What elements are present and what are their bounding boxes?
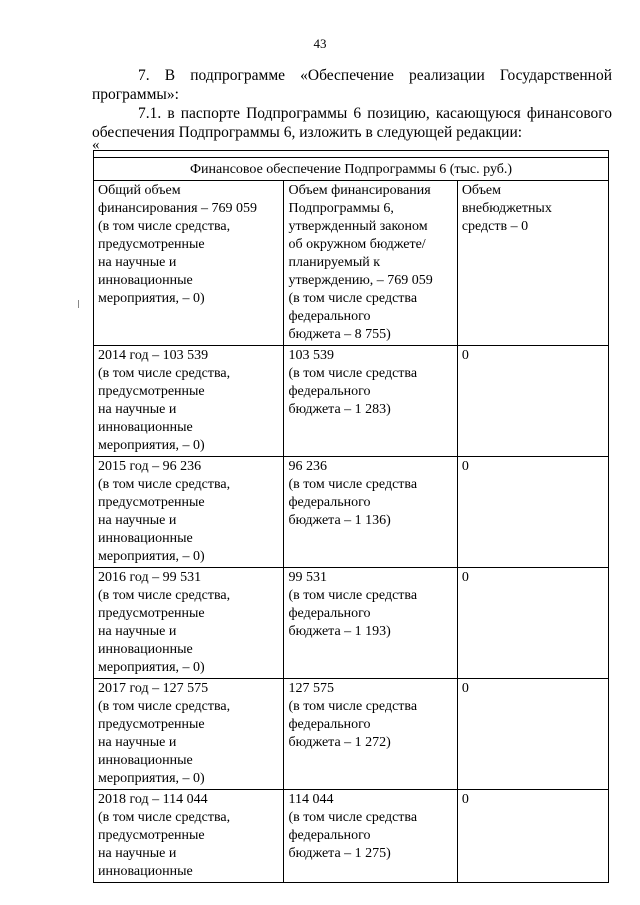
table-row [94,568,609,679]
table-caption-row [94,158,609,181]
cell-line: 0 [461,681,469,696]
cell-line: мероприятия, – 0) [98,549,205,564]
cell-line: (в том числе средства, [98,219,231,234]
year-total-cell [94,346,284,457]
cell-line: инновационные [98,642,193,657]
cell-line: Подпрограммы 6, [288,201,394,216]
year-total-cell [94,568,284,679]
cell-line: бюджета – 8 755) [288,327,391,342]
cell-line: (в том числе средства, [98,366,231,381]
header-extrabudget-cell [457,181,608,346]
cell-line: Объем финансирования [288,183,431,198]
cell-line: федерального [288,309,371,324]
year-budget-cell [284,679,457,790]
cell-line: 103 539 [288,348,334,363]
cell-line: 0 [461,348,469,363]
cell-line: средств – 0 [461,219,529,234]
cell-line: инновационные [98,753,193,768]
cell-line: бюджета – 1 136) [288,513,391,528]
table-header-row [94,181,609,346]
cell-line: 0 [461,570,469,585]
cell-line: 99 531 [288,570,327,585]
cell-line: предусмотренные [98,606,205,621]
table-row [94,679,609,790]
cell-line: на научные и [98,624,177,639]
cell-line: предусмотренные [98,495,205,510]
year-budget-cell [284,568,457,679]
cell-line: предусмотренные [98,717,205,732]
header-total-cell [94,181,284,346]
cell-line: инновационные [98,864,193,879]
year-budget-cell [284,790,457,883]
cell-line: (в том числе средства, [98,699,231,714]
opening-quote-mark: « [92,137,100,153]
cell-line: инновационные [98,531,193,546]
paragraph-section-7-text: 7. В подпрограмме «Обеспечение реализации Государственной программы»: [92,67,612,103]
cell-line: мероприятия, – 0) [98,660,205,675]
cell-line: утвержденный законом [288,219,428,234]
cell-line: (в том числе средства [288,477,418,492]
table-top-spacer-cell [94,151,609,158]
year-budget-cell [284,457,457,568]
cell-line: 96 236 [288,459,327,474]
table-row [94,790,609,883]
cell-line: (в том числе средства, [98,588,231,603]
year-total-cell [94,457,284,568]
table-caption: Финансовое обеспечение Подпрограммы 6 (тыс. руб.) [94,158,609,181]
cell-line: (в том числе средства, [98,810,231,825]
year-extrabudget-cell [457,679,608,790]
cell-line: финансирования – 769 059 [98,201,258,216]
year-extrabudget-cell [457,457,608,568]
cell-line: утверждению, – 769 059 [288,273,433,288]
cell-line: мероприятия, – 0) [98,291,205,306]
year-total-cell [94,790,284,883]
table-row [94,457,609,568]
cell-line: планируемый к [288,255,381,270]
table-body [94,181,609,883]
cell-line: на научные и [98,255,177,270]
cell-line: 2018 год – 114 044 [98,792,208,807]
margin-mark [78,300,79,308]
cell-line: федерального [288,384,371,399]
cell-line: Общий объем [98,183,181,198]
cell-line: мероприятия, – 0) [98,438,205,453]
cell-line: предусмотренные [98,237,205,252]
cell-line: (в том числе средства [288,699,418,714]
cell-line: на научные и [98,402,177,417]
paragraph-section-7-1 [92,104,612,142]
cell-line: 0 [461,792,469,807]
cell-line: предусмотренные [98,828,205,843]
cell-line: Объем [461,183,502,198]
year-budget-cell [284,346,457,457]
table-top-spacer [94,151,609,158]
cell-line: (в том числе средства, [98,477,231,492]
cell-line: 114 044 [288,792,334,807]
cell-line: (в том числе средства [288,588,418,603]
cell-line: (в том числе средства [288,810,418,825]
cell-line: 2016 год – 99 531 [98,570,202,585]
year-total-cell [94,679,284,790]
header-budget-cell [284,181,457,346]
cell-line: федерального [288,717,371,732]
cell-line: 2014 год – 103 539 [98,348,209,363]
cell-line: 127 575 [288,681,334,696]
table-row [94,346,609,457]
cell-line: (в том числе средства [288,366,418,381]
paragraph-section-7 [92,66,612,104]
page-number: 43 [313,36,327,51]
cell-line: инновационные [98,273,193,288]
cell-line: об окружном бюджете/ [288,237,426,252]
cell-line: 0 [461,459,469,474]
cell-line: на научные и [98,513,177,528]
year-extrabudget-cell [457,346,608,457]
cell-line: бюджета – 1 193) [288,624,391,639]
cell-line: федерального [288,495,371,510]
year-extrabudget-cell [457,568,608,679]
cell-line: бюджета – 1 275) [288,846,391,861]
cell-line: бюджета – 1 283) [288,402,391,417]
cell-line: на научные и [98,846,177,861]
cell-line: бюджета – 1 272) [288,735,391,750]
cell-line: инновационные [98,420,193,435]
cell-line: внебюджетных [461,201,552,216]
cell-line: мероприятия, – 0) [98,771,205,786]
cell-line: 2017 год – 127 575 [98,681,209,696]
financing-table [93,150,609,883]
year-extrabudget-cell [457,790,608,883]
paragraph-section-7-1-text: 7.1. в паспорте Подпрограммы 6 позицию, касающуюся финансового обеспечения Подпрограммы 6, изложить в следующей редакции: [92,105,612,141]
cell-line: федерального [288,606,371,621]
cell-line: предусмотренные [98,384,205,399]
cell-line: на научные и [98,735,177,750]
cell-line: (в том числе средства [288,291,418,306]
cell-line: 2015 год – 96 236 [98,459,202,474]
cell-line: федерального [288,828,371,843]
